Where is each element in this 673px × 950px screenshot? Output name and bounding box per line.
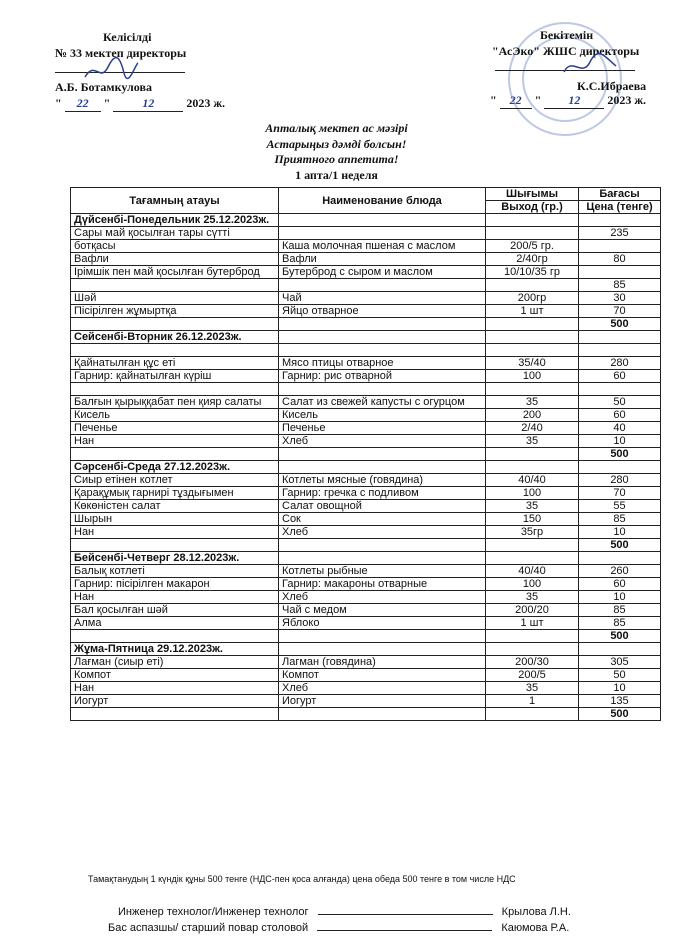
- dish-name-kz: Нан: [71, 682, 279, 695]
- table-row: [71, 617, 661, 630]
- dish-name-kz: Көкөністен салат: [71, 500, 279, 513]
- empty-cell: [486, 552, 579, 565]
- dish-name-ru: [279, 279, 486, 292]
- day-header-row: [71, 461, 661, 474]
- day-total-row: [71, 318, 661, 331]
- empty-cell: [579, 552, 661, 565]
- approval-right-date: [490, 93, 646, 109]
- dish-name-ru: Котлеты рыбные: [279, 565, 486, 578]
- table-row: [71, 669, 661, 682]
- table-row: [71, 383, 661, 396]
- dish-yield: 2/40гр: [486, 253, 579, 266]
- dish-yield: 10/10/35 гр: [486, 266, 579, 279]
- table-row: [71, 474, 661, 487]
- dish-price: 85: [579, 513, 661, 526]
- dish-price: 235: [579, 227, 661, 240]
- empty-cell: [279, 214, 486, 227]
- date-quote: ": [534, 93, 542, 107]
- dish-name-ru: Яблоко: [279, 617, 486, 630]
- dish-price: 85: [579, 279, 661, 292]
- dish-yield: 35: [486, 435, 579, 448]
- table-row: [71, 344, 661, 357]
- date-quote: ": [55, 96, 62, 110]
- approval-right-line1: Бекітемін: [540, 28, 594, 42]
- day-title: Бейсенбі-Четверг 28.12.2023ж.: [71, 552, 279, 565]
- signature-line: [317, 930, 492, 931]
- empty-cell: [486, 318, 579, 331]
- day-header-row: [71, 214, 661, 227]
- empty-cell: [486, 539, 579, 552]
- approval-left-name: А.Б. Ботамкулова: [55, 80, 152, 94]
- dish-price: 280: [579, 474, 661, 487]
- price-note: Тамақтанудың 1 күндік құны 500 тенге (НДС-пен қоса алғанда) цена обеда 500 тенге в том числе НДС: [88, 874, 516, 884]
- dish-name-kz: Шәй: [71, 292, 279, 305]
- empty-cell: [579, 331, 661, 344]
- header-price-kz: Бағасы: [579, 188, 661, 201]
- approval-right-year: 2023 ж.: [607, 93, 647, 107]
- approval-left-month: 12: [113, 96, 183, 112]
- dish-name-kz: Бал қосылған шәй: [71, 604, 279, 617]
- dish-name-ru: Гарнир: гречка с подливом: [279, 487, 486, 500]
- dish-name-ru: Хлеб: [279, 591, 486, 604]
- table-row: [71, 396, 661, 409]
- dish-yield: 2/40: [486, 422, 579, 435]
- dish-yield: [486, 344, 579, 357]
- table-row: [71, 695, 661, 708]
- dish-name-ru: Мясо птицы отварное: [279, 357, 486, 370]
- dish-price: 70: [579, 305, 661, 318]
- dish-yield: 40/40: [486, 565, 579, 578]
- day-header-row: [71, 643, 661, 656]
- date-quote: ": [490, 93, 497, 107]
- empty-cell: [279, 539, 486, 552]
- dish-price: 10: [579, 526, 661, 539]
- dish-name-kz: Гарнир: қайнатылған күріш: [71, 370, 279, 383]
- dish-yield: [486, 279, 579, 292]
- dish-price: 30: [579, 292, 661, 305]
- empty-cell: [579, 214, 661, 227]
- menu-week: 1 апта/1 неделя: [295, 168, 378, 182]
- table-row: [71, 292, 661, 305]
- signatory-role: Инженер технолог/Инженер технолог: [118, 906, 309, 918]
- empty-cell: [579, 461, 661, 474]
- signature-row: [118, 906, 658, 918]
- approval-right-month: 12: [544, 93, 604, 109]
- dish-name-kz: Вафли: [71, 253, 279, 266]
- table-row: [71, 357, 661, 370]
- dish-yield: 100: [486, 578, 579, 591]
- dish-price: 80: [579, 253, 661, 266]
- table-row: [71, 526, 661, 539]
- table-row: [71, 266, 661, 279]
- dish-name-ru: Салат овощной: [279, 500, 486, 513]
- menu-table: [70, 187, 661, 721]
- dish-name-kz: Нан: [71, 435, 279, 448]
- dish-name-ru: Хлеб: [279, 682, 486, 695]
- dish-yield: 35: [486, 500, 579, 513]
- day-header-row: [71, 552, 661, 565]
- dish-name-kz: Нан: [71, 526, 279, 539]
- empty-cell: [279, 708, 486, 721]
- dish-name-kz: ботқасы: [71, 240, 279, 253]
- dish-name-ru: Хлеб: [279, 526, 486, 539]
- empty-cell: [279, 643, 486, 656]
- header-yield-kz: Шығымы: [486, 188, 579, 201]
- table-row: [71, 513, 661, 526]
- dish-yield: 1 шт: [486, 305, 579, 318]
- dish-name-kz: Компот: [71, 669, 279, 682]
- date-quote: ": [103, 96, 111, 110]
- table-row: [71, 591, 661, 604]
- dish-price: 10: [579, 682, 661, 695]
- day-total: 500: [579, 630, 661, 643]
- dish-name-ru: Вафли: [279, 253, 486, 266]
- dish-yield: 35: [486, 396, 579, 409]
- empty-cell: [279, 448, 486, 461]
- dish-yield: 200/30: [486, 656, 579, 669]
- approval-right-signature: [560, 52, 620, 80]
- table-row: [71, 435, 661, 448]
- approval-right-name: К.С.Ибраева: [577, 79, 647, 93]
- empty-cell: [279, 461, 486, 474]
- dish-yield: 150: [486, 513, 579, 526]
- menu-greeting-ru: Приятного аппетита!: [274, 152, 399, 166]
- table-row: [71, 240, 661, 253]
- dish-yield: 100: [486, 487, 579, 500]
- dish-name-ru: [279, 344, 486, 357]
- dish-name-ru: [279, 227, 486, 240]
- dish-name-kz: Балғын қырыққабат пен қияр салаты: [71, 396, 279, 409]
- empty-cell: [486, 214, 579, 227]
- day-header-row: [71, 331, 661, 344]
- menu-title-kz: Апталық мектеп ас мәзірі: [265, 121, 408, 135]
- dish-price: 60: [579, 409, 661, 422]
- signature-row: [108, 922, 658, 934]
- dish-price: [579, 344, 661, 357]
- empty-cell: [279, 630, 486, 643]
- dish-name-kz: Гарнир: пісірілген макарон: [71, 578, 279, 591]
- dish-yield: 35/40: [486, 357, 579, 370]
- dish-yield: 35гр: [486, 526, 579, 539]
- dish-price: 85: [579, 617, 661, 630]
- dish-name-ru: Сок: [279, 513, 486, 526]
- dish-name-kz: [71, 344, 279, 357]
- dish-price: 305: [579, 656, 661, 669]
- dish-name-kz: Балық котлеті: [71, 565, 279, 578]
- dish-name-kz: [71, 383, 279, 396]
- signatory-role: Бас аспазшы/ старший повар столовой: [108, 922, 309, 934]
- dish-name-kz: Шырын: [71, 513, 279, 526]
- empty-cell: [279, 318, 486, 331]
- header-yield-ru: Выход (гр.): [486, 201, 579, 214]
- dish-yield: 200/5 гр.: [486, 240, 579, 253]
- dish-name-ru: Гарнир: макароны отварные: [279, 578, 486, 591]
- day-total-row: [71, 539, 661, 552]
- dish-name-kz: Қайнатылған құс еті: [71, 357, 279, 370]
- dish-yield: 200: [486, 409, 579, 422]
- empty-cell: [486, 708, 579, 721]
- day-title: Сәрсенбі-Среда 27.12.2023ж.: [71, 461, 279, 474]
- table-row: [71, 422, 661, 435]
- approval-right-line2: "АсЭко" ЖШС директоры: [492, 44, 640, 58]
- empty-cell: [486, 643, 579, 656]
- day-total-row: [71, 630, 661, 643]
- dish-name-kz: Лағман (сиыр еті): [71, 656, 279, 669]
- dish-name-ru: Каша молочная пшеная с маслом: [279, 240, 486, 253]
- dish-name-kz: Печенье: [71, 422, 279, 435]
- dish-name-ru: Чай: [279, 292, 486, 305]
- table-row: [71, 279, 661, 292]
- dish-name-ru: [279, 383, 486, 396]
- dish-name-kz: Ірімшік пен май қосылған бутерброд: [71, 266, 279, 279]
- dish-name-ru: Иогурт: [279, 695, 486, 708]
- day-total-row: [71, 448, 661, 461]
- day-title: Сейсенбі-Вторник 26.12.2023ж.: [71, 331, 279, 344]
- empty-cell: [279, 552, 486, 565]
- table-row: [71, 604, 661, 617]
- dish-name-kz: [71, 279, 279, 292]
- table-row: [71, 656, 661, 669]
- empty-cell: [71, 318, 279, 331]
- empty-cell: [486, 461, 579, 474]
- dish-name-ru: Лагман (говядина): [279, 656, 486, 669]
- table-row: [71, 565, 661, 578]
- dish-price: 135: [579, 695, 661, 708]
- signature-line: [318, 914, 493, 915]
- empty-cell: [71, 630, 279, 643]
- dish-price: 10: [579, 435, 661, 448]
- dish-name-kz: Сиыр етінен котлет: [71, 474, 279, 487]
- dish-yield: [486, 383, 579, 396]
- dish-price: 55: [579, 500, 661, 513]
- dish-name-ru: Бутерброд с сыром и маслом: [279, 266, 486, 279]
- approval-right-day: 22: [500, 93, 532, 109]
- dish-price: 60: [579, 370, 661, 383]
- menu-table-body: [71, 188, 661, 721]
- day-total: 500: [579, 539, 661, 552]
- day-total: 500: [579, 318, 661, 331]
- dish-name-kz: Пісірілген жұмыртқа: [71, 305, 279, 318]
- table-row: [71, 253, 661, 266]
- dish-yield: [486, 227, 579, 240]
- dish-name-ru: Кисель: [279, 409, 486, 422]
- day-title: Жұма-Пятница 29.12.2023ж.: [71, 643, 279, 656]
- empty-cell: [486, 331, 579, 344]
- table-header-row: [71, 188, 661, 201]
- dish-name-ru: Печенье: [279, 422, 486, 435]
- empty-cell: [279, 331, 486, 344]
- dish-price: [579, 266, 661, 279]
- approval-left-line2: № 33 мектеп директоры: [55, 46, 187, 60]
- day-total-row: [71, 708, 661, 721]
- table-row: [71, 682, 661, 695]
- dish-yield: 35: [486, 682, 579, 695]
- dish-name-kz: Кисель: [71, 409, 279, 422]
- dish-yield: 35: [486, 591, 579, 604]
- dish-yield: 1: [486, 695, 579, 708]
- dish-name-kz: Қарақұмық гарнирі тұздығымен: [71, 487, 279, 500]
- dish-price: [579, 240, 661, 253]
- dish-yield: 200гр: [486, 292, 579, 305]
- dish-price: [579, 383, 661, 396]
- dish-price: 260: [579, 565, 661, 578]
- table-row: [71, 305, 661, 318]
- empty-cell: [579, 643, 661, 656]
- dish-price: 70: [579, 487, 661, 500]
- dish-price: 10: [579, 591, 661, 604]
- approval-left-date: [55, 96, 225, 112]
- dish-yield: 1 шт: [486, 617, 579, 630]
- dish-name-ru: Гарнир: рис отварной: [279, 370, 486, 383]
- signatory-name: Каюмова Р.А.: [501, 922, 570, 934]
- approval-left-year: 2023 ж.: [186, 96, 226, 110]
- dish-name-ru: Чай с медом: [279, 604, 486, 617]
- header-dish-kz: Тағамның атауы: [71, 188, 279, 214]
- dish-yield: 40/40: [486, 474, 579, 487]
- dish-price: 40: [579, 422, 661, 435]
- table-row: [71, 487, 661, 500]
- dish-name-ru: Котлеты мясные (говядина): [279, 474, 486, 487]
- dish-name-kz: Иогурт: [71, 695, 279, 708]
- dish-yield: 100: [486, 370, 579, 383]
- empty-cell: [486, 448, 579, 461]
- dish-name-ru: Яйцо отварное: [279, 305, 486, 318]
- approval-left-day: 22: [65, 96, 101, 112]
- table-row: [71, 370, 661, 383]
- table-row: [71, 500, 661, 513]
- table-row: [71, 578, 661, 591]
- dish-name-kz: Сары май қосылған тары сүтті: [71, 227, 279, 240]
- dish-price: 60: [579, 578, 661, 591]
- approval-left-line1: Келісілді: [103, 30, 152, 44]
- dish-price: 280: [579, 357, 661, 370]
- empty-cell: [486, 630, 579, 643]
- empty-cell: [71, 448, 279, 461]
- day-title: Дүйсенбі-Понедельник 25.12.2023ж.: [71, 214, 279, 227]
- dish-price: 50: [579, 396, 661, 409]
- empty-cell: [71, 708, 279, 721]
- table-row: [71, 227, 661, 240]
- dish-yield: 200/20: [486, 604, 579, 617]
- table-row: [71, 409, 661, 422]
- dish-name-ru: Салат из свежей капусты с огурцом: [279, 396, 486, 409]
- day-total: 500: [579, 448, 661, 461]
- empty-cell: [71, 539, 279, 552]
- dish-name-kz: Нан: [71, 591, 279, 604]
- dish-price: 50: [579, 669, 661, 682]
- dish-price: 85: [579, 604, 661, 617]
- dish-name-kz: Алма: [71, 617, 279, 630]
- signatory-name: Крылова Л.Н.: [501, 906, 571, 918]
- header-price-ru: Цена (тенге): [579, 201, 661, 214]
- dish-name-ru: Компот: [279, 669, 486, 682]
- menu-greeting-kz: Астарыңыз дәмді болсын!: [266, 137, 407, 151]
- header-dish-ru: Наименование блюда: [279, 188, 486, 214]
- dish-yield: 200/5: [486, 669, 579, 682]
- day-total: 500: [579, 708, 661, 721]
- dish-name-ru: Хлеб: [279, 435, 486, 448]
